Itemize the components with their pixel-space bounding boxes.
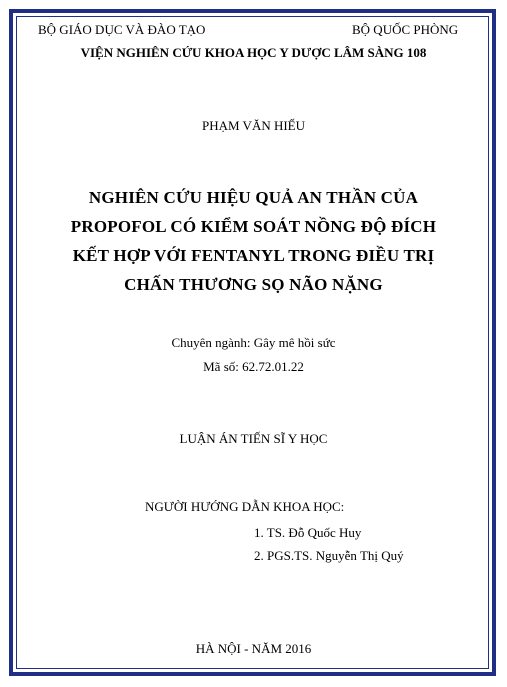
author-name: PHẠM VĂN HIẾU [201,118,306,133]
thesis-title-line-4: CHẤN THƯƠNG SỌ NÃO NẶNG [124,275,383,294]
ministry-right: BỘ QUỐC PHÒNG [352,22,459,37]
institute-name: VIỆN NGHIÊN CỨU KHOA HỌC Y DƯỢC LÂM SÀNG 108 [80,45,427,60]
thesis-title-line-1: NGHIÊN CỨU HIỆU QUẢ AN THẦN CỦA [88,188,419,207]
thesis-title-line-3: KẾT HỢP VỚI FENTANYL TRONG ĐIỀU TRỊ [72,246,435,265]
advisor-item: 2. PGS.TS. Nguyễn Thị Quý [254,548,404,563]
ministry-left: BỘ GIÁO DỤC VÀ ĐÀO TẠO [38,22,206,37]
specialty: Chuyên ngành: Gây mê hồi sức [171,335,336,350]
advisor-item: 1. TS. Đỗ Quốc Huy [254,525,362,540]
specialty-code: Mã số: 62.72.01.22 [203,359,304,374]
place-year: HÀ NỘI - NĂM 2016 [195,641,312,656]
degree-title: LUẬN ÁN TIẾN SĨ Y HỌC [179,431,328,446]
advisors-label: NGƯỜI HƯỚNG DẪN KHOA HỌC: [145,499,345,514]
thesis-title-line-2: PROPOFOL CÓ KIỂM SOÁT NỒNG ĐỘ ĐÍCH [70,217,437,236]
